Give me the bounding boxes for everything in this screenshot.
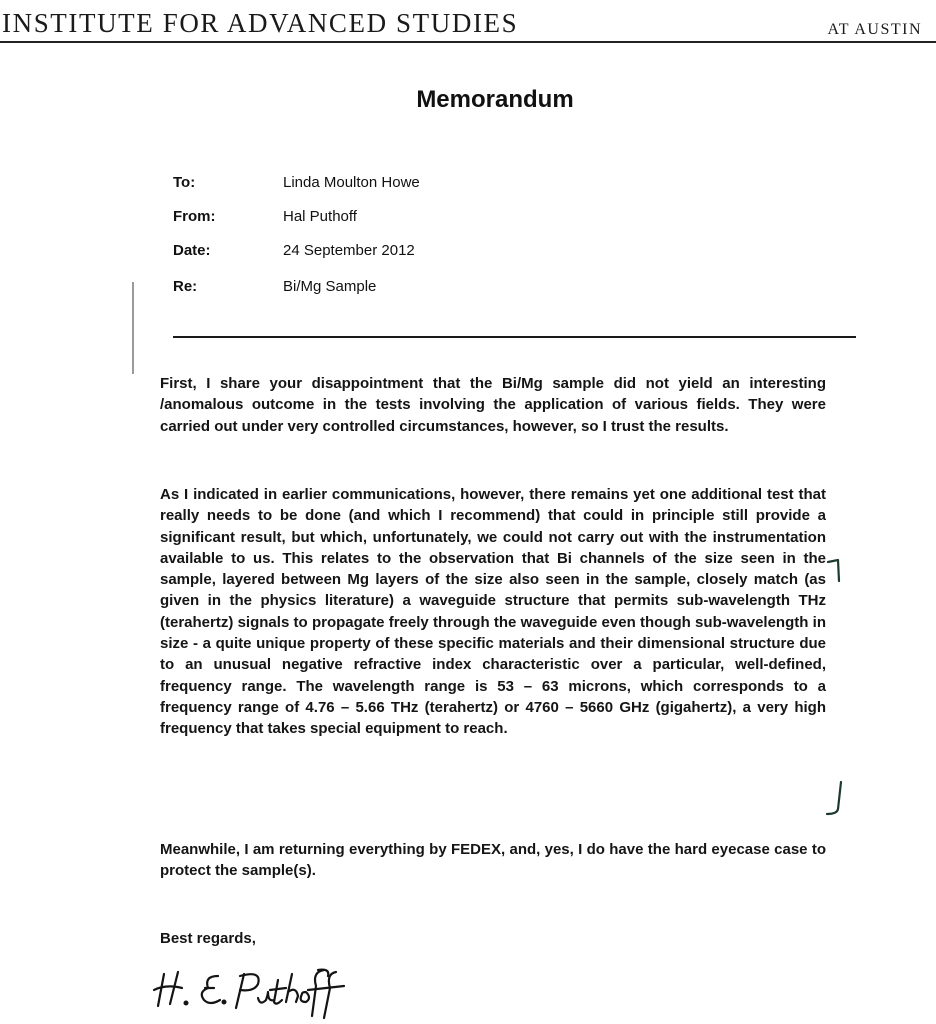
institute-name: INSTITUTE FOR ADVANCED STUDIES (2, 8, 519, 38)
body-paragraph-2: As I indicated in earlier communications, however, there remains yet one additional test that really needs to be done (and which I recommend) that could in principle still provide a significant result, but which, unfortunately, we could not carry out with the instrumentation available to us. This relates to the observation that Bi channels of the size seen in the sample, layered between Mg layers of the size also seen in the sample, closely match (as given in the physics literature) a waveguide structure that permits sub-wavelength THz (terahertz) signals to propagate freely through the waveguide even though sub-wavelength in size - a quite unique property of these specific materials and their dimensional structure due to an unusual negative refractive index characteristic over a particular, well-defined, frequency range. The wavelength range is 53 – 63 microns, which corresponds to a frequency range of 4.76 – 5.66 THz (terahertz) or 4760 – 5660 GHz (gigahertz), a very high frequency that takes special equipment to reach. (160, 486, 826, 738)
body-paragraph-1: First, I share your disappointment that the Bi/Mg sample did not yield an interesting /anomalous outcome in the tests involving the application of various fields. They were carried out under very controlled circumstances, however, so I trust the results. (160, 375, 826, 435)
header-value: Linda Moulton Howe (283, 174, 420, 191)
margin-check-mark (814, 779, 854, 821)
header-value: Hal Puthoff (283, 208, 357, 225)
letterhead-rule (0, 41, 936, 43)
header-label: From: (173, 208, 216, 225)
header-label: To: (173, 174, 196, 191)
memo-header-from (173, 208, 733, 230)
header-label: Re: (173, 278, 198, 295)
signature-graphic (152, 962, 352, 1022)
header-divider (173, 336, 856, 338)
institute-location: AT AUSTIN (827, 21, 922, 38)
closing-line: Best regards, (160, 930, 256, 947)
header-value: 24 September 2012 (283, 242, 415, 259)
letterhead (0, 0, 936, 44)
header-value: Bi/Mg Sample (283, 278, 377, 295)
memo-header-re (173, 278, 733, 300)
memo-header-date (173, 242, 733, 264)
margin-bracket-mark (826, 557, 846, 583)
header-label: Date: (173, 242, 211, 259)
body-paragraph-3: Meanwhile, I am returning everything by FEDEX, and, yes, I do have the hard eyecase case to protect the sample(s). (160, 841, 826, 880)
memo-header-to (173, 174, 733, 196)
memo-title: Memorandum (416, 86, 574, 113)
left-margin-line (132, 282, 134, 374)
